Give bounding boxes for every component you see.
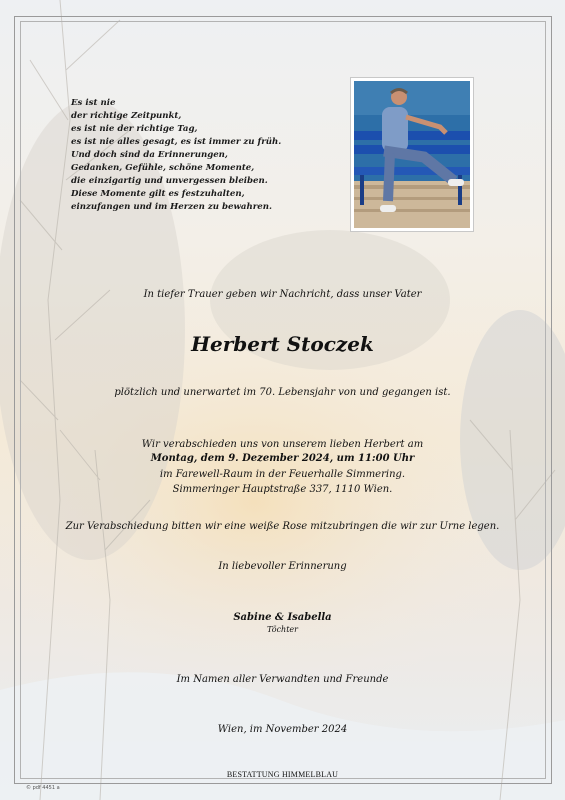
deceased-name: Herbert Stoczek [191, 332, 374, 356]
poem-line: Es ist nie [71, 98, 116, 108]
relatives-text: Im Namen aller Verwandten und Freunde [176, 674, 389, 685]
poem-line: Gedanken, Gefühle, schöne Momente, [71, 163, 255, 173]
poem [71, 97, 331, 214]
rose-note: Zur Verabschiedung bitten wir eine weiße Rose mitzubringen die wir zur Urne legen. [65, 521, 500, 532]
portrait-photo [354, 81, 470, 228]
closing-text: In liebevoller Erinnerung [218, 561, 347, 572]
mourner-relation: Töchter [267, 625, 298, 634]
poem-line: es ist nie alles gesagt, es ist immer zu früh. [71, 137, 282, 147]
announcement-text: In tiefer Trauer geben wir Nachricht, dass unser Vater [143, 289, 422, 300]
poem-line: die einzigartig und unvergessen bleiben. [71, 176, 268, 186]
passing-text: plötzlich und unerwartet im 70. Lebensjahr von und gegangen ist. [114, 387, 451, 398]
print-code: © pdf 4451 a [26, 785, 60, 791]
poem-line: es ist nie der richtige Tag, [71, 124, 198, 134]
farewell-venue: im Farewell-Raum in der Feuerhalle Simmering. [159, 469, 406, 480]
poem-line: der richtige Zeitpunkt, [71, 111, 182, 121]
mourner-names: Sabine & Isabella [233, 612, 332, 623]
portrait-frame [350, 77, 474, 232]
place-date: Wien, im November 2024 [217, 724, 348, 735]
farewell-date: Montag, dem 9. Dezember 2024, um 11:00 Uhr [150, 453, 415, 464]
poem-line: einzufangen und im Herzen zu bewahren. [71, 202, 272, 212]
farewell-intro: Wir verabschieden uns von unserem lieben Herbert am [141, 439, 424, 450]
poem-line: Und doch sind da Erinnerungen, [71, 150, 228, 160]
poem-line: Diese Momente gilt es festzuhalten, [71, 189, 245, 199]
farewell-address: Simmeringer Hauptstraße 337, 1110 Wien. [172, 484, 393, 495]
funeral-home-name: BESTATTUNG HIMMELBLAU [226, 770, 339, 779]
